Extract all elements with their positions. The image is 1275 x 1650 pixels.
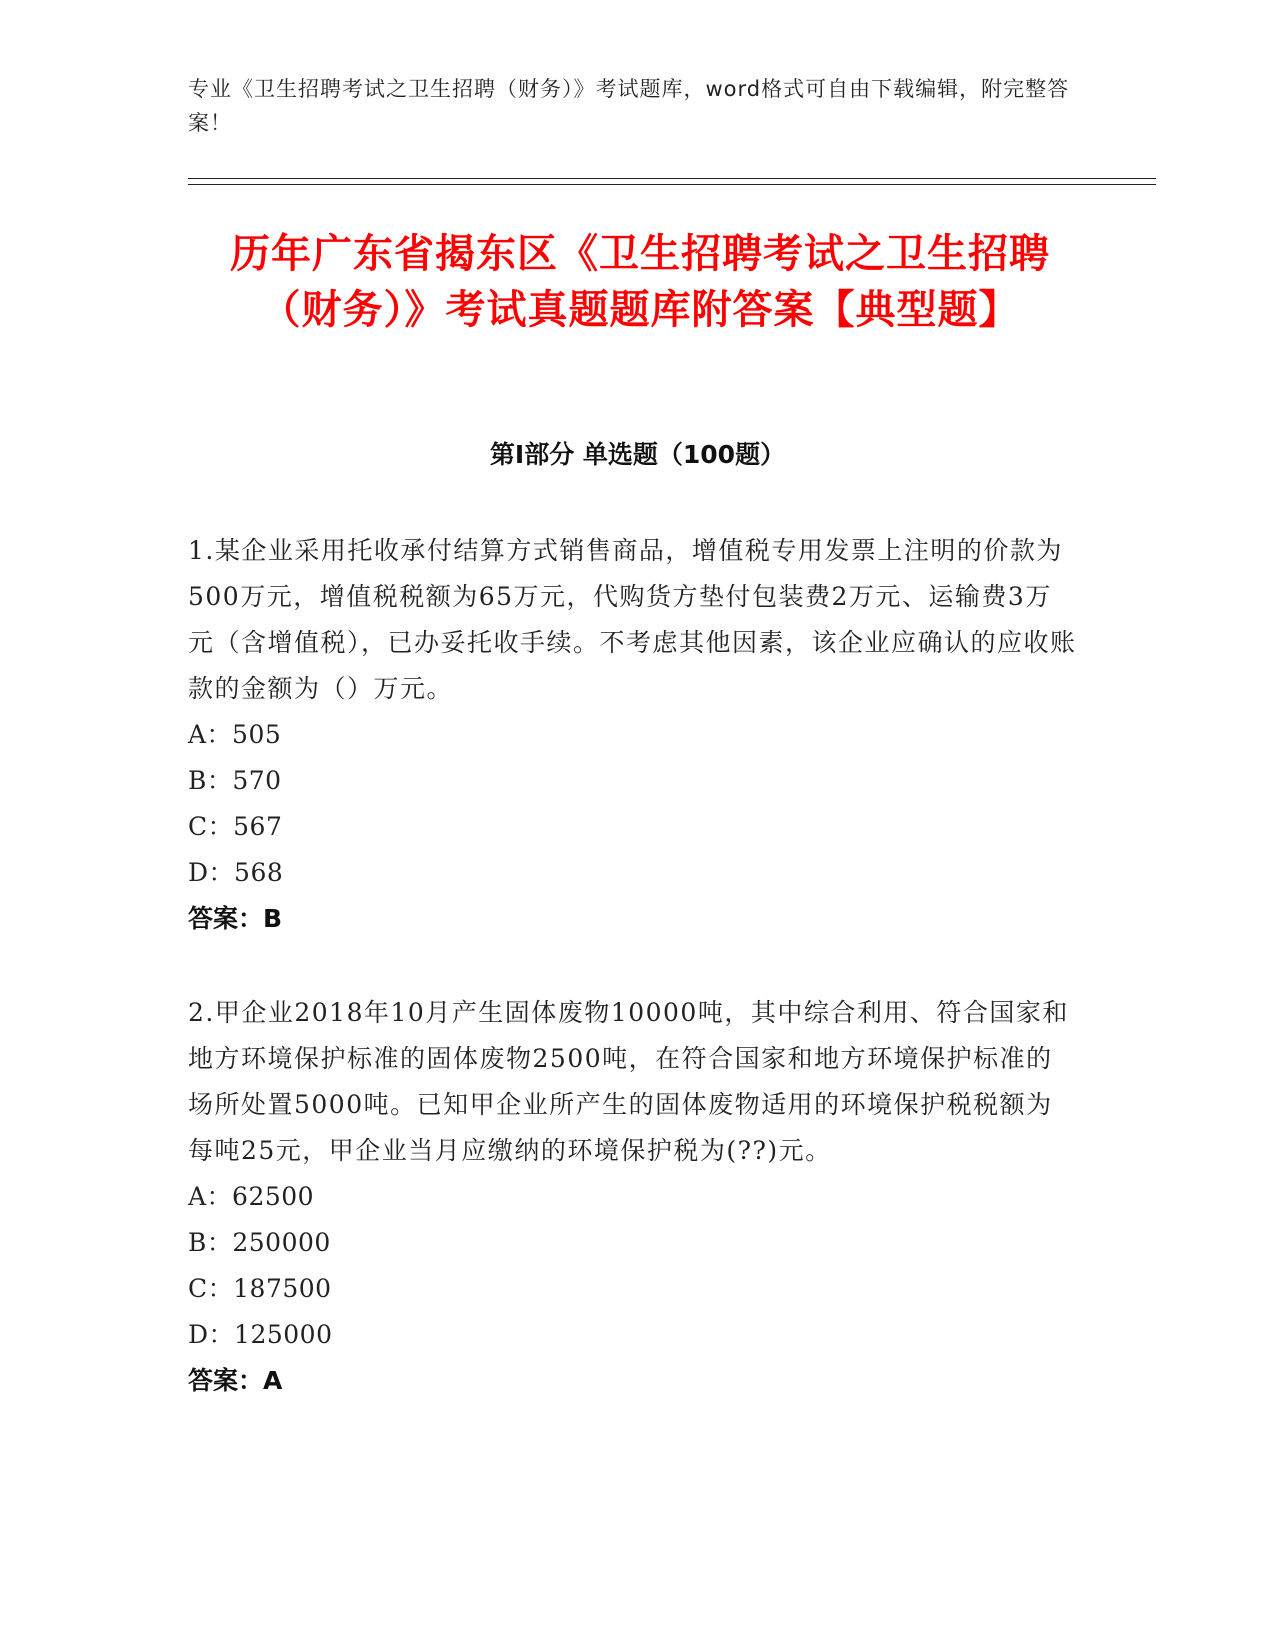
option-b: B：250000 [188, 1228, 331, 1257]
option-a: A：505 [188, 720, 282, 749]
option-b: B：570 [188, 766, 282, 795]
document-title: 历年广东省揭东区《卫生招聘考试之卫生招聘（财务）》考试真题题库附答案【典型题】 [230, 231, 1050, 333]
option-d: D：125000 [188, 1320, 333, 1349]
question-text: 2.甲企业2018年10月产生固体废物10000吨，其中综合利用、符合国家和地方环境保护标准的固体废物2500吨，在符合国家和地方环境保护标准的场所处置5000吨。已知甲企业所产生的固体废物适用的环境保护税税额为每吨25元，甲企业当月应缴纳的环境保护税为(??)元。 [188, 998, 1069, 1165]
question-text: 1.某企业采用托收承付结算方式销售商品，增值税专用发票上注明的价款为500万元，增值税税额为65万元，代购货方垫付包装费2万元、运输费3万元（含增值税），已办妥托收手续。不考虑其他因素，该企业应确认的应收账款的金额为（）万元。 [188, 536, 1077, 703]
option-c: C：187500 [188, 1274, 332, 1303]
question-2 [188, 990, 1078, 1404]
option-a: A：62500 [188, 1182, 315, 1211]
section-title: 第Ⅰ部分 单选题（100题） [489, 440, 786, 469]
answer: 答案：A [188, 1366, 283, 1395]
header-divider-bottom [188, 184, 1156, 185]
answer: 答案：B [188, 904, 283, 933]
option-c: C：567 [188, 812, 283, 841]
option-d: D：568 [188, 858, 284, 887]
header-divider-top [188, 178, 1156, 179]
header-note: 专业《卫生招聘考试之卫生招聘（财务）》考试题库，word格式可自由下载编辑，附完整答案！ [188, 77, 1070, 135]
question-1 [188, 528, 1078, 942]
